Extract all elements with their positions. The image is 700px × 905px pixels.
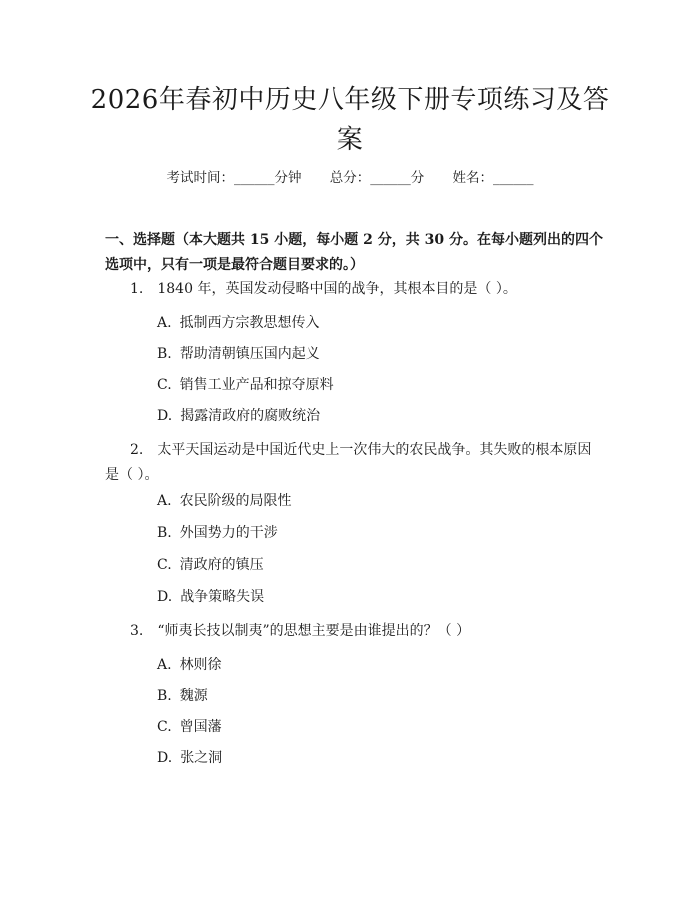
student-name-label: 姓名： <box>452 170 494 186</box>
question-1-option-b <box>157 343 597 365</box>
option-text: 魏源 <box>179 688 208 704</box>
option-text: 张之洞 <box>180 750 223 766</box>
option-letter: D. <box>157 750 173 766</box>
question-3-option-a <box>157 654 597 676</box>
question-1 <box>105 277 605 302</box>
question-2 <box>105 438 605 488</box>
exam-time-field <box>166 170 301 186</box>
option-text: 林则徐 <box>179 657 222 673</box>
total-score-blank: ______ <box>370 170 411 186</box>
option-text: 战争策略失误 <box>180 589 265 605</box>
option-letter: A. <box>157 315 172 331</box>
option-text: 揭露清政府的腐败统治 <box>180 408 321 424</box>
question-1-option-a <box>157 312 597 334</box>
student-name-field <box>453 170 534 186</box>
exam-time-blank: ______ <box>233 170 275 186</box>
question-1-option-d <box>157 405 597 427</box>
question-number: 3. <box>130 623 144 639</box>
option-letter: C. <box>157 557 172 573</box>
option-text: 帮助清朝镇压国内起义 <box>179 346 320 362</box>
question-text: 太平天国运动是中国近代史上一次伟大的农民战争。其失败的根本原因是（ ）。 <box>105 442 592 483</box>
question-2-option-a <box>157 490 597 512</box>
option-letter: B. <box>157 525 172 541</box>
option-letter: D. <box>157 408 173 424</box>
total-score-unit: 分 <box>410 170 425 186</box>
option-letter: B. <box>157 688 172 704</box>
option-letter: A. <box>157 657 172 673</box>
question-number: 2. <box>130 442 144 458</box>
option-letter: C. <box>157 719 172 735</box>
question-3 <box>105 619 605 644</box>
option-text: 清政府的镇压 <box>179 557 264 573</box>
question-3-option-c <box>157 716 597 738</box>
option-text: 农民阶级的局限性 <box>179 493 292 509</box>
total-score-label: 总分： <box>329 170 371 186</box>
question-number: 1. <box>130 281 144 297</box>
exam-info-line <box>0 168 700 188</box>
question-3-option-b <box>157 685 597 707</box>
question-2-option-c <box>157 554 597 576</box>
question-3-option-d <box>157 747 597 769</box>
question-1-option-c <box>157 374 597 396</box>
question-text: 1840 年，英国发动侵略中国的战争，其根本目的是（ ）。 <box>157 281 517 297</box>
option-letter: B. <box>157 346 172 362</box>
option-text: 曾国藩 <box>179 719 222 735</box>
option-text: 抵制西方宗教思想传入 <box>179 315 320 331</box>
option-letter: D. <box>157 589 173 605</box>
question-2-option-d <box>157 586 597 608</box>
option-text: 销售工业产品和掠夺原料 <box>179 377 334 393</box>
question-text: “师夷长技以制夷”的思想主要是由谁提出的？（ ） <box>157 623 471 639</box>
section-heading: 一、选择题（本大题共 15 小题，每小题 2 分，共 30 分。在每小题列出的四个选项中，只有一项是最符合题目要求的。） <box>105 232 603 273</box>
option-text: 外国势力的干涉 <box>179 525 278 541</box>
option-letter: A. <box>157 493 172 509</box>
exam-time-unit: 分钟 <box>274 170 302 186</box>
question-2-option-b <box>157 522 597 544</box>
option-letter: C. <box>157 377 172 393</box>
total-score-field <box>330 170 425 186</box>
page-title: 2026年春初中历史八年级下册专项练习及答案 <box>90 85 610 155</box>
exam-time-label: 考试时间： <box>166 170 234 186</box>
student-name-blank: ______ <box>493 170 534 186</box>
